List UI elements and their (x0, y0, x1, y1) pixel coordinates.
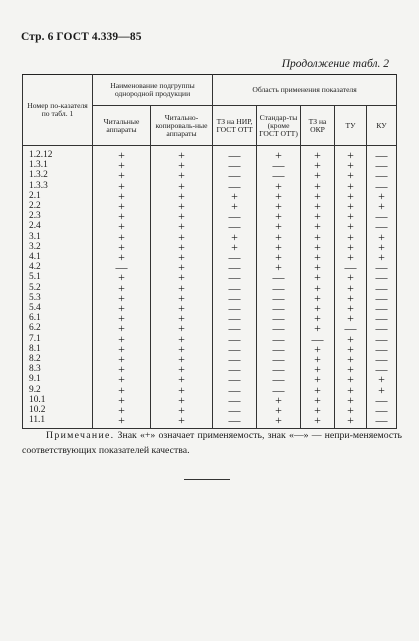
table-row (23, 395, 397, 405)
applicability-mark-cell: + (93, 146, 151, 161)
applicability-mark-cell: + (93, 211, 151, 221)
applicability-mark-cell: — (257, 344, 301, 354)
applicability-mark-cell: + (335, 313, 367, 323)
indicator-number-cell: 4.2 (23, 262, 93, 272)
table-row (23, 201, 397, 211)
header-standards: Стандар-ты (кроме ГОСТ ОТТ) (257, 106, 301, 146)
applicability-mark-cell: + (151, 323, 213, 333)
applicability-mark-cell: + (301, 385, 335, 395)
indicator-number-cell: 5.4 (23, 303, 93, 313)
applicability-mark-cell: + (301, 221, 335, 231)
applicability-mark-cell: + (151, 160, 213, 170)
applicability-mark-cell: — (335, 323, 367, 333)
header-tz-nir: ТЗ на НИР, ГОСТ ОТТ (213, 106, 257, 146)
indicator-number-cell: 8.1 (23, 344, 93, 354)
applicability-mark-cell: + (213, 242, 257, 252)
applicability-mark-cell: — (257, 323, 301, 333)
applicability-mark-cell: + (151, 313, 213, 323)
applicability-mark-cell: + (151, 405, 213, 415)
applicability-mark-cell: + (301, 354, 335, 364)
applicability-mark-cell: + (93, 181, 151, 191)
applicability-mark-cell: — (213, 252, 257, 262)
applicability-mark-cell: — (213, 374, 257, 384)
applicability-mark-cell: + (93, 374, 151, 384)
table-row (23, 232, 397, 242)
applicability-mark-cell: + (301, 211, 335, 221)
applicability-mark-cell: — (213, 160, 257, 170)
header-application-area: Область применения показателя (213, 75, 397, 106)
indicator-number-cell: 9.2 (23, 385, 93, 395)
applicability-mark-cell: — (257, 293, 301, 303)
applicability-mark-cell: + (151, 293, 213, 303)
applicability-mark-cell: + (93, 170, 151, 180)
applicability-mark-cell: — (213, 364, 257, 374)
applicability-mark-cell: — (213, 283, 257, 293)
applicability-mark-cell: + (151, 211, 213, 221)
applicability-mark-cell: + (301, 395, 335, 405)
table-row (23, 344, 397, 354)
applicability-mark-cell: + (335, 405, 367, 415)
applicability-mark-cell: — (367, 293, 397, 303)
applicability-mark-cell: + (257, 211, 301, 221)
header-reading-devices: Читальные аппараты (93, 106, 151, 146)
applicability-mark-cell: + (151, 232, 213, 242)
applicability-mark-cell: + (301, 252, 335, 262)
table-row (23, 181, 397, 191)
applicability-mark-cell: + (335, 334, 367, 344)
applicability-mark-cell: — (367, 303, 397, 313)
applicability-mark-cell: + (151, 344, 213, 354)
applicability-table (22, 74, 397, 429)
applicability-mark-cell: + (257, 201, 301, 211)
applicability-mark-cell: — (257, 160, 301, 170)
applicability-mark-cell: + (335, 170, 367, 180)
applicability-mark-cell: + (151, 303, 213, 313)
applicability-mark-cell: — (301, 334, 335, 344)
applicability-mark-cell: + (335, 160, 367, 170)
applicability-mark-cell: — (213, 262, 257, 272)
applicability-mark-cell: — (367, 334, 397, 344)
applicability-mark-cell: — (213, 170, 257, 180)
applicability-mark-cell: — (367, 395, 397, 405)
applicability-mark-cell: + (335, 374, 367, 384)
applicability-mark-cell: + (93, 313, 151, 323)
applicability-mark-cell: + (367, 191, 397, 201)
applicability-mark-cell: + (301, 323, 335, 333)
applicability-mark-cell: + (335, 344, 367, 354)
applicability-mark-cell: — (257, 364, 301, 374)
applicability-mark-cell: + (93, 323, 151, 333)
applicability-mark-cell: + (335, 181, 367, 191)
page-header: Стр. 6 ГОСТ 4.339—85 (21, 31, 142, 43)
applicability-mark-cell: + (367, 232, 397, 242)
applicability-mark-cell: — (257, 170, 301, 180)
applicability-mark-cell: — (367, 272, 397, 282)
applicability-mark-cell: — (257, 385, 301, 395)
applicability-mark-cell: + (301, 170, 335, 180)
applicability-mark-cell: + (93, 191, 151, 201)
applicability-mark-cell: + (93, 252, 151, 262)
applicability-mark-cell: — (213, 405, 257, 415)
applicability-mark-cell: + (151, 201, 213, 211)
table-row (23, 354, 397, 364)
applicability-mark-cell: + (93, 242, 151, 252)
header-product-subgroup: Наименование подгруппы однородной продукции (93, 75, 213, 106)
applicability-mark-cell: + (367, 385, 397, 395)
applicability-mark-cell: — (257, 272, 301, 282)
applicability-mark-cell: + (301, 146, 335, 161)
indicator-number-cell: 6.1 (23, 313, 93, 323)
table-row (23, 364, 397, 374)
applicability-mark-cell: + (335, 415, 367, 429)
applicability-mark-cell: — (367, 354, 397, 364)
indicator-number-cell: 6.2 (23, 323, 93, 333)
applicability-mark-cell: — (213, 303, 257, 313)
applicability-mark-cell: — (367, 160, 397, 170)
applicability-mark-cell: + (301, 415, 335, 429)
applicability-mark-cell: + (93, 415, 151, 429)
applicability-mark-cell: + (335, 283, 367, 293)
closing-rule (184, 479, 230, 480)
indicator-number-cell: 5.3 (23, 293, 93, 303)
applicability-mark-cell: + (93, 221, 151, 231)
applicability-mark-cell: + (301, 364, 335, 374)
applicability-mark-cell: — (367, 405, 397, 415)
footnote-lead: Примечание. (46, 430, 115, 441)
indicator-number-cell: 1.3.1 (23, 160, 93, 170)
indicator-number-cell: 7.1 (23, 334, 93, 344)
applicability-mark-cell: + (335, 354, 367, 364)
table-row (23, 160, 397, 170)
applicability-mark-cell: + (335, 242, 367, 252)
applicability-mark-cell: + (151, 364, 213, 374)
applicability-mark-cell: — (213, 334, 257, 344)
indicator-number-cell: 1.3.2 (23, 170, 93, 180)
applicability-mark-cell: — (367, 415, 397, 429)
header-tu: ТУ (335, 106, 367, 146)
applicability-mark-cell: — (367, 221, 397, 231)
applicability-mark-cell: + (335, 395, 367, 405)
applicability-mark-cell: + (93, 334, 151, 344)
table-row (23, 374, 397, 384)
applicability-mark-cell: + (151, 415, 213, 429)
applicability-mark-cell: — (367, 262, 397, 272)
applicability-table-container (22, 74, 396, 429)
applicability-mark-cell: + (301, 283, 335, 293)
applicability-mark-cell: + (301, 405, 335, 415)
applicability-mark-cell: — (257, 283, 301, 293)
applicability-mark-cell: + (213, 232, 257, 242)
applicability-mark-cell: + (335, 303, 367, 313)
applicability-mark-cell: + (301, 344, 335, 354)
applicability-mark-cell: + (367, 201, 397, 211)
applicability-mark-cell: + (93, 344, 151, 354)
indicator-number-cell: 1.2.12 (23, 146, 93, 161)
table-row (23, 272, 397, 282)
applicability-mark-cell: — (213, 354, 257, 364)
applicability-mark-cell: + (93, 354, 151, 364)
indicator-number-cell: 9.1 (23, 374, 93, 384)
applicability-mark-cell: — (93, 262, 151, 272)
applicability-mark-cell: + (335, 201, 367, 211)
indicator-number-cell: 10.2 (23, 405, 93, 415)
applicability-mark-cell: + (151, 374, 213, 384)
applicability-mark-cell: — (213, 293, 257, 303)
applicability-mark-cell: + (257, 146, 301, 161)
applicability-mark-cell: + (93, 385, 151, 395)
header-ku: КУ (367, 106, 397, 146)
applicability-mark-cell: + (335, 364, 367, 374)
applicability-mark-cell: — (367, 146, 397, 161)
indicator-number-cell: 10.1 (23, 395, 93, 405)
applicability-mark-cell: + (93, 232, 151, 242)
applicability-mark-cell: — (213, 146, 257, 161)
indicator-number-cell: 5.1 (23, 272, 93, 282)
indicator-number-cell: 11.1 (23, 415, 93, 429)
applicability-mark-cell: + (301, 313, 335, 323)
applicability-mark-cell: + (301, 191, 335, 201)
applicability-mark-cell: + (151, 170, 213, 180)
applicability-mark-cell: + (335, 293, 367, 303)
applicability-mark-cell: + (151, 354, 213, 364)
indicator-number-cell: 1.3.3 (23, 181, 93, 191)
applicability-mark-cell: + (301, 232, 335, 242)
indicator-number-cell: 2.3 (23, 211, 93, 221)
applicability-mark-cell: + (301, 262, 335, 272)
applicability-mark-cell: + (151, 191, 213, 201)
header-tz-okr: ТЗ на ОКР (301, 106, 335, 146)
indicator-number-cell: 8.3 (23, 364, 93, 374)
table-row (23, 323, 397, 333)
applicability-mark-cell: + (335, 146, 367, 161)
applicability-mark-cell: + (151, 146, 213, 161)
indicator-number-cell: 5.2 (23, 283, 93, 293)
table-row (23, 405, 397, 415)
applicability-mark-cell: + (93, 283, 151, 293)
applicability-mark-cell: — (367, 313, 397, 323)
applicability-mark-cell: + (367, 252, 397, 262)
applicability-mark-cell: + (301, 293, 335, 303)
applicability-mark-cell: + (367, 374, 397, 384)
applicability-mark-cell: — (367, 170, 397, 180)
applicability-mark-cell: + (213, 201, 257, 211)
table-row (23, 334, 397, 344)
applicability-mark-cell: + (301, 160, 335, 170)
applicability-mark-cell: + (335, 232, 367, 242)
applicability-mark-cell: + (151, 181, 213, 191)
applicability-mark-cell: + (257, 191, 301, 201)
applicability-mark-cell: — (213, 181, 257, 191)
applicability-mark-cell: + (257, 221, 301, 231)
applicability-mark-cell: + (213, 191, 257, 201)
table-row (23, 293, 397, 303)
applicability-mark-cell: + (151, 242, 213, 252)
table-row (23, 262, 397, 272)
applicability-mark-cell: — (257, 313, 301, 323)
applicability-mark-cell: + (93, 201, 151, 211)
table-row (23, 385, 397, 395)
table-row (23, 146, 397, 161)
applicability-mark-cell: + (93, 364, 151, 374)
applicability-mark-cell: + (335, 385, 367, 395)
table-footnote (22, 428, 402, 458)
applicability-mark-cell: — (367, 283, 397, 293)
table-row (23, 283, 397, 293)
footnote-text: Знак «+» означает применяемость, знак «—» — непри-меняемость соответствующих показателей качества. (22, 430, 402, 456)
applicability-mark-cell: — (257, 374, 301, 384)
indicator-number-cell: 3.1 (23, 232, 93, 242)
applicability-mark-cell: + (93, 272, 151, 282)
applicability-mark-cell: + (257, 262, 301, 272)
indicator-number-cell: 2.4 (23, 221, 93, 231)
indicator-number-cell: 2.2 (23, 201, 93, 211)
applicability-mark-cell: + (93, 395, 151, 405)
applicability-mark-cell: + (151, 283, 213, 293)
applicability-mark-cell: — (213, 221, 257, 231)
applicability-mark-cell: + (301, 272, 335, 282)
table-row (23, 313, 397, 323)
applicability-mark-cell: + (151, 252, 213, 262)
applicability-mark-cell: + (93, 160, 151, 170)
table-row (23, 170, 397, 180)
applicability-mark-cell: + (257, 395, 301, 405)
applicability-mark-cell: + (367, 242, 397, 252)
applicability-mark-cell: + (257, 415, 301, 429)
table-row (23, 221, 397, 231)
applicability-mark-cell: — (213, 395, 257, 405)
applicability-mark-cell: — (213, 385, 257, 395)
applicability-mark-cell: + (151, 221, 213, 231)
table-row (23, 303, 397, 313)
table-row (23, 252, 397, 262)
applicability-mark-cell: + (335, 272, 367, 282)
applicability-mark-cell: + (301, 201, 335, 211)
applicability-mark-cell: + (257, 232, 301, 242)
applicability-mark-cell: + (93, 405, 151, 415)
applicability-mark-cell: + (301, 374, 335, 384)
table-row (23, 191, 397, 201)
applicability-mark-cell: + (257, 181, 301, 191)
applicability-mark-cell: + (335, 211, 367, 221)
applicability-mark-cell: + (151, 385, 213, 395)
applicability-mark-cell: + (301, 181, 335, 191)
header-reading-copying-devices: Читально-копироваль-ные аппараты (151, 106, 213, 146)
header-indicator-number: Номер по-казателя по табл. 1 (23, 75, 93, 146)
indicator-number-cell: 4.1 (23, 252, 93, 262)
applicability-mark-cell: + (151, 262, 213, 272)
applicability-mark-cell: + (301, 242, 335, 252)
applicability-mark-cell: + (93, 293, 151, 303)
applicability-mark-cell: + (151, 395, 213, 405)
applicability-mark-cell: — (367, 364, 397, 374)
applicability-mark-cell: — (367, 211, 397, 221)
applicability-mark-cell: — (213, 211, 257, 221)
table-continuation-label: Продолжение табл. 2 (281, 58, 389, 70)
applicability-mark-cell: — (257, 334, 301, 344)
applicability-mark-cell: — (213, 415, 257, 429)
applicability-mark-cell: — (257, 354, 301, 364)
applicability-mark-cell: — (335, 262, 367, 272)
indicator-number-cell: 3.2 (23, 242, 93, 252)
applicability-mark-cell: + (335, 221, 367, 231)
applicability-mark-cell: — (213, 272, 257, 282)
applicability-mark-cell: + (301, 303, 335, 313)
applicability-mark-cell: — (367, 323, 397, 333)
table-body (23, 146, 397, 429)
applicability-mark-cell: — (257, 303, 301, 313)
applicability-mark-cell: + (151, 334, 213, 344)
applicability-mark-cell: + (257, 405, 301, 415)
applicability-mark-cell: + (257, 252, 301, 262)
applicability-mark-cell: + (335, 191, 367, 201)
indicator-number-cell: 8.2 (23, 354, 93, 364)
applicability-mark-cell: + (151, 272, 213, 282)
applicability-mark-cell: — (213, 323, 257, 333)
applicability-mark-cell: — (367, 181, 397, 191)
applicability-mark-cell: + (335, 252, 367, 262)
applicability-mark-cell: + (93, 303, 151, 313)
table-row (23, 415, 397, 429)
applicability-mark-cell: — (213, 313, 257, 323)
applicability-mark-cell: — (367, 344, 397, 354)
table-row (23, 242, 397, 252)
applicability-mark-cell: + (257, 242, 301, 252)
table-row (23, 211, 397, 221)
indicator-number-cell: 2.1 (23, 191, 93, 201)
applicability-mark-cell: — (213, 344, 257, 354)
